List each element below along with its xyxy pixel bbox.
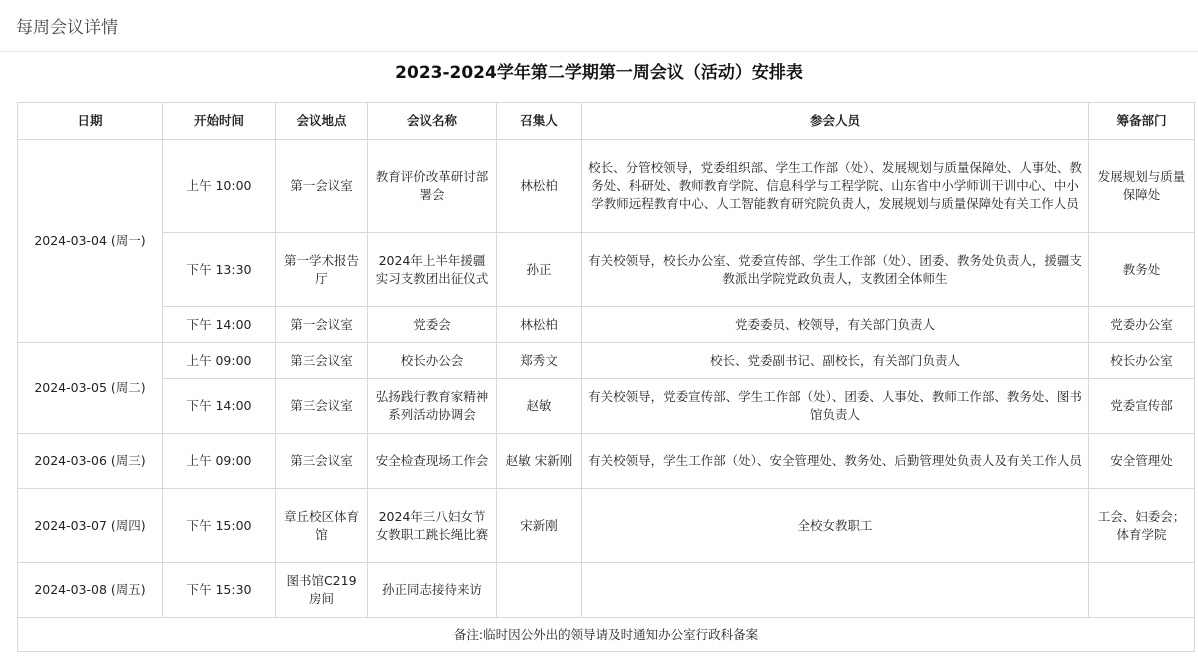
time-cell: 下午 15:00 (163, 489, 276, 563)
dept-cell: 党委宣传部 (1089, 379, 1195, 434)
dept-cell: 工会、妇委会；体育学院 (1089, 489, 1195, 563)
location-cell: 第一会议室 (276, 140, 368, 233)
time-cell: 下午 13:30 (163, 233, 276, 307)
convener-cell: 林松柏 (497, 140, 582, 233)
time-cell: 下午 14:00 (163, 379, 276, 434)
attendees-cell: 有关校领导，学生工作部（处）、安全管理处、教务处、后勤管理处负责人及有关工作人员 (582, 434, 1089, 489)
location-cell: 章丘校区体育馆 (276, 489, 368, 563)
meeting-name-cell: 2024年三八妇女节女教职工跳长绳比赛 (368, 489, 497, 563)
location-cell: 图书馆C219房间 (276, 563, 368, 618)
convener-cell: 林松柏 (497, 307, 582, 343)
document-title: 2023-2024学年第二学期第一周会议（活动）安排表 (395, 63, 803, 83)
table-row (18, 379, 1195, 434)
column-header-convener: 召集人 (497, 103, 582, 140)
dept-cell: 党委办公室 (1089, 307, 1195, 343)
convener-cell: 郑秀文 (497, 343, 582, 379)
meeting-name-cell: 教育评价改革研讨部署会 (368, 140, 497, 233)
column-header-organizer-dept: 筹备部门 (1089, 103, 1195, 140)
time-cell: 上午 09:00 (163, 343, 276, 379)
table-note: 备注:临时因公外出的领导请及时通知办公室行政科备案 (18, 618, 1195, 652)
meeting-name-cell: 弘扬践行教育家精神系列活动协调会 (368, 379, 497, 434)
date-cell: 2024-03-05 (周二) (18, 343, 163, 434)
table-row (18, 489, 1195, 563)
meeting-name-cell: 安全检查现场工作会 (368, 434, 497, 489)
convener-cell: 赵敏 (497, 379, 582, 434)
time-cell: 上午 10:00 (163, 140, 276, 233)
column-header-meeting-name: 会议名称 (368, 103, 497, 140)
time-cell: 下午 14:00 (163, 307, 276, 343)
meeting-name-cell: 2024年上半年援疆实习支教团出征仪式 (368, 233, 497, 307)
location-cell: 第一学术报告厅 (276, 233, 368, 307)
page-header (0, 0, 1198, 52)
table-row (18, 343, 1195, 379)
date-cell: 2024-03-06 (周三) (18, 434, 163, 489)
table-note-row (18, 618, 1195, 652)
date-cell: 2024-03-07 (周四) (18, 489, 163, 563)
attendees-cell (582, 563, 1089, 618)
attendees-cell: 有关校领导，校长办公室、党委宣传部、学生工作部（处）、团委、教务处负责人，援疆支教派出学院党政负责人，支教团全体师生 (582, 233, 1089, 307)
date-cell: 2024-03-08 (周五) (18, 563, 163, 618)
page-header-title: 每周会议详情 (16, 18, 118, 38)
column-header-location: 会议地点 (276, 103, 368, 140)
attendees-cell: 党委委员、校领导，有关部门负责人 (582, 307, 1089, 343)
table-row (18, 434, 1195, 489)
column-header-attendees: 参会人员 (582, 103, 1089, 140)
table-header-row (18, 103, 1195, 140)
convener-cell (497, 563, 582, 618)
dept-cell: 教务处 (1089, 233, 1195, 307)
dept-cell: 发展规划与质量保障处 (1089, 140, 1195, 233)
attendees-cell: 全校女教职工 (582, 489, 1089, 563)
attendees-cell: 校长、分管校领导，党委组织部、学生工作部（处）、发展规划与质量保障处、人事处、教务处、科研处、教师教育学院、信息科学与工程学院、山东省中小学师训干训中心、中小学教师远程教育中心、人工智能教育研究院负责人，发展规划与质量保障处有关工作人员 (582, 140, 1089, 233)
location-cell: 第三会议室 (276, 434, 368, 489)
time-cell: 下午 15:30 (163, 563, 276, 618)
column-header-start-time: 开始时间 (163, 103, 276, 140)
meeting-schedule-table (17, 102, 1195, 652)
location-cell: 第三会议室 (276, 343, 368, 379)
convener-cell: 孙正 (497, 233, 582, 307)
dept-cell: 安全管理处 (1089, 434, 1195, 489)
location-cell: 第三会议室 (276, 379, 368, 434)
table-row (18, 233, 1195, 307)
table-row (18, 563, 1195, 618)
meeting-name-cell: 党委会 (368, 307, 497, 343)
attendees-cell: 校长、党委副书记、副校长，有关部门负责人 (582, 343, 1089, 379)
convener-cell: 赵敏 宋新刚 (497, 434, 582, 489)
date-cell: 2024-03-04 (周一) (18, 140, 163, 343)
table-row (18, 140, 1195, 233)
meeting-name-cell: 校长办公会 (368, 343, 497, 379)
table-row (18, 307, 1195, 343)
convener-cell: 宋新刚 (497, 489, 582, 563)
time-cell: 上午 09:00 (163, 434, 276, 489)
column-header-date: 日期 (18, 103, 163, 140)
dept-cell: 校长办公室 (1089, 343, 1195, 379)
location-cell: 第一会议室 (276, 307, 368, 343)
meeting-name-cell: 孙正同志接待来访 (368, 563, 497, 618)
attendees-cell: 有关校领导，党委宣传部、学生工作部（处）、团委、人事处、教师工作部、教务处、图书馆负责人 (582, 379, 1089, 434)
dept-cell (1089, 563, 1195, 618)
